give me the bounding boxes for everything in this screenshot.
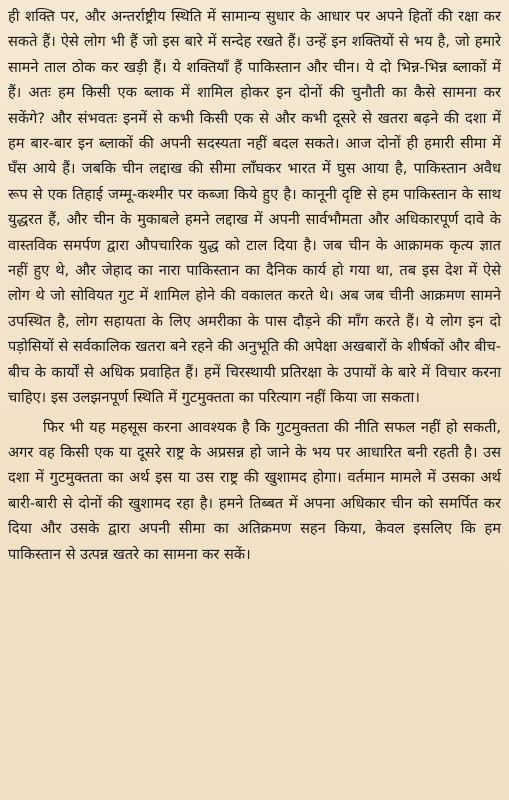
paragraph-2: फिर भी यह महसूस करना आवश्यक है कि गुटमुक्तता की नीति सफल नहीं हो सकती, अगर वह किसी एक या दूसरे राष्ट्र के अप्रसन्न हो जाने के भय पर आधारित बनी रहती है। उस दशा में गुटमुक्तता का अर्थ इस या उस राष्ट्र की खुशामद होगा। वर्तमान मामले में उसका अर्थ बारी-बारी से दोनों की खुशामद रहा है। हमने तिब्बत में अपना अधिकार चीन को समर्पित कर दिया और उसके द्वारा अपनी सीमा का अतिक्रमण सहन किया, केवल इसलिए कि हम पाकिस्तान से उत्पन्न खतरे का सामना कर सकें। (8, 418, 501, 563)
paragraph-1: ही शक्ति पर, और अन्तर्राष्ट्रीय स्थिति में सामान्य सुधार के आधार पर अपने हितों की रक्षा कर सकते हैं। ऐसे लोग भी हैं जो इस बारे में सन्देह रखते हैं। उन्हें इन शक्तियों से भय है, जो हमारे सामने ताल ठोक कर खड़ी हैं। ये शक्तियाँ हैं पाकिस्तान और चीन। ये दो भिन्न-भिन्न ब्लाकों में हैं। अतः हम किसी एक ब्लाक में शामिल होकर इन दोनों की चुनौती का कैसे सामना कर सकेंगे? और संभवतः इनमें से कभी किसी एक से और कभी दूसरे से खतरा बढ़ने की दशा में हम बार-बार इन ब्लाकों की अपनी सदस्यता नहीं बदल सकते। आज दोनों ही हमारी सीमा में घँस आये हैं। जबकि चीन लद्दाख की सीमा लाँघकर भारत में घुस आया है, पाकिस्तान अवैध रूप से एक तिहाई जम्मू-कश्मीर पर कब्जा किये हुए है। कानूनी दृष्टि से हम पाकिस्तान के साथ युद्धरत हैं, और चीन के मुकाबले हमने लद्दाख में अपनी सार्वभौमता और अधिकारपूर्ण दावे के वास्तविक समर्पण द्वारा औपचारिक युद्ध को टाल दिया है। जब चीन के आक्रामक कृत्य ज्ञात नहीं हुए थे, और जेहाद का नारा पाकिस्तान का दैनिक कार्य हो गया था, तब इस देश में ऐसे लोग थे जो सोवियत गुट में शामिल होने की वकालत करते थे। अब जब चीनी आक्रमण सामने उपस्थित है, लोग सहायता के लिए अमरीका के पास दौड़ने की माँग करते हैं। ये लोग इन दो पड़ोसियों से सर्वकालिक खतरा बने रहने की अनुभूति की अपेक्षा अखबारों के शीर्षकों और बीच-बीच के कार्यों से अधिक प्रवाहित हैं। हमें चिरस्थायी प्रतिरक्षा के उपायों के बारे में विचार करना चाहिए। इस उलझनपूर्ण स्थिति में गुटमुक्तता का परित्याग नहीं किया जा सकता। (8, 8, 501, 407)
